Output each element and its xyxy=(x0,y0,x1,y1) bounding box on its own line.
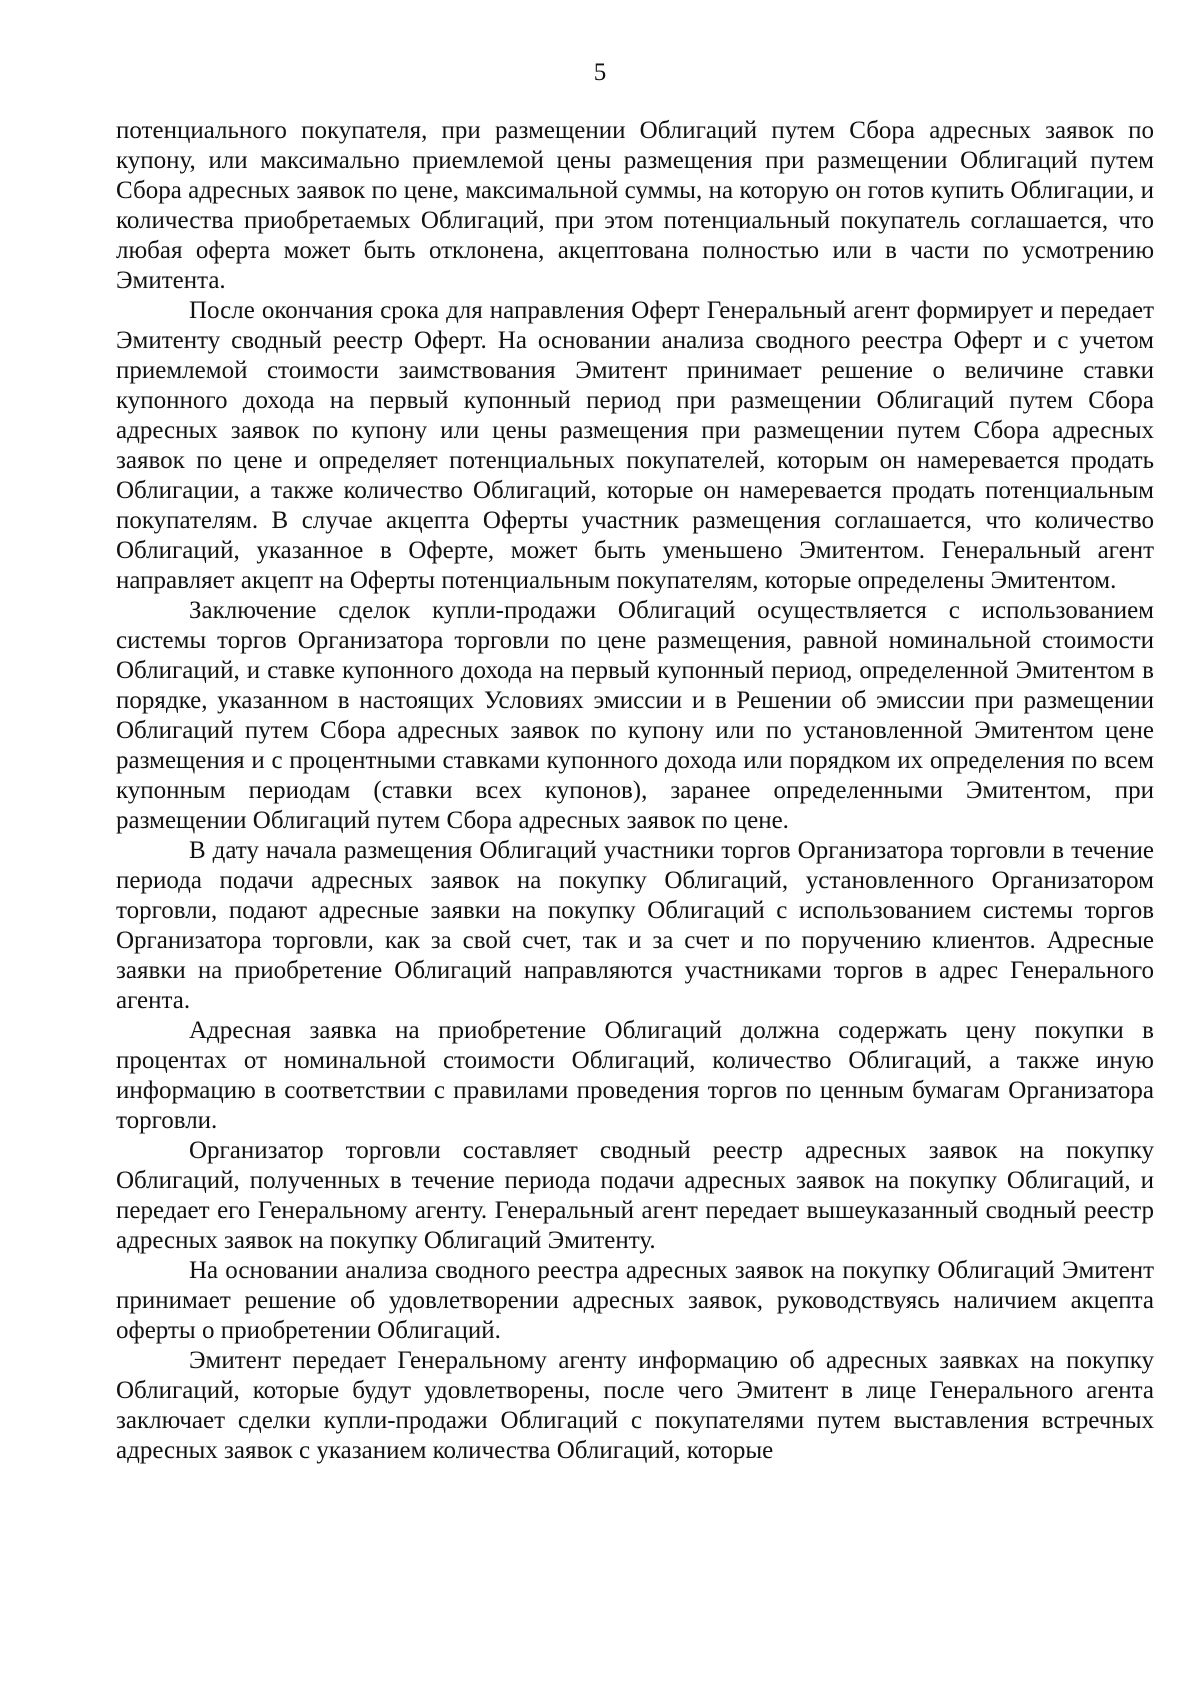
document-body xyxy=(116,116,1154,1466)
paragraph-address-application: Адресная заявка на приобретение Облигаций должна содержать цену покупки в процентах от номинальной стоимости Облигаций, количество Облигаций, а также иную информацию в соответствии с правилами проведения торгов по ценным бумагам Организатора торговли. xyxy=(116,1017,1154,1134)
paragraph-placement-start: В дату начала размещения Облигаций участники торгов Организатора торговли в течение периода подачи адресных заявок на покупку Облигаций, установленного Организатором торговли, подают адресные заявки на покупку Облигаций с использованием системы торгов Организатора торговли, как за свой счет, так и за счет и по поручению клиентов. Адресные заявки на приобретение Облигаций направляются участниками торгов в адрес Генерального агента. xyxy=(116,837,1154,1014)
page-number: 5 xyxy=(593,59,607,86)
paragraph-issuer-transfer: Эмитент передает Генеральному агенту информацию об адресных заявках на покупку Облигаций, которые будут удовлетворены, после чего Эмитент в лице Генерального агента заключает сделки купли-продажи Облигаций с покупателями путем выставления встречных адресных заявок с указанием количества Облигаций, которые xyxy=(116,1347,1154,1464)
paragraph-continuation: потенциального покупателя, при размещении Облигаций путем Сбора адресных заявок по купону, или максимально приемлемой цены размещения при размещении Облигаций путем Сбора адресных заявок по цене, максимальной суммы, на которую он готов купить Облигации, и количества приобретаемых Облигаций, при этом потенциальный покупатель соглашается, что любая оферта может быть отклонена, акцептована полностью или в части по усмотрению Эмитента. xyxy=(116,117,1154,294)
paragraph-trade-organizer-registry: Организатор торговли составляет сводный реестр адресных заявок на покупку Облигаций, полученных в течение периода подачи адресных заявок на покупку Облигаций, и передает его Генеральному агенту. Генеральный агент передает вышеуказанный сводный реестр адресных заявок на покупку Облигаций Эмитенту. xyxy=(116,1137,1154,1254)
paragraph-offers-registry: После окончания срока для направления Оферт Генеральный агент формирует и передает Эмитенту сводный реестр Оферт. На основании анализа сводного реестра Оферт и с учетом приемлемой стоимости заимствования Эмитент принимает решение о величине ставки купонного дохода на первый купонный период при размещении Облигаций путем Сбора адресных заявок по купону или цены размещения при размещении путем Сбора адресных заявок по цене и определяет потенциальных покупателей, которым он намеревается продать Облигации, а также количество Облигаций, которые он намеревается продать потенциальным покупателям. В случае акцепта Оферты участник размещения соглашается, что количество Облигаций, указанное в Оферте, может быть уменьшено Эмитентом. Генеральный агент направляет акцепт на Оферты потенциальным покупателям, которые определены Эмитентом. xyxy=(116,297,1154,594)
paragraph-issuer-decision: На основании анализа сводного реестра адресных заявок на покупку Облигаций Эмитент принимает решение об удовлетворении адресных заявок, руководствуясь наличием акцепта оферты о приобретении Облигаций. xyxy=(116,1257,1154,1344)
paragraph-deals-conclusion: Заключение сделок купли-продажи Облигаций осуществляется с использованием системы торгов Организатора торговли по цене размещения, равной номинальной стоимости Облигаций, и ставке купонного дохода на первый купонный период, определенной Эмитентом в порядке, указанном в настоящих Условиях эмиссии и в Решении об эмиссии при размещении Облигаций путем Сбора адресных заявок по купону или по установленной Эмитентом цене размещения и с процентными ставками купонного дохода или порядком их определения по всем купонным периодам (ставки всех купонов), заранее определенными Эмитентом, при размещении Облигаций путем Сбора адресных заявок по цене. xyxy=(116,597,1154,834)
